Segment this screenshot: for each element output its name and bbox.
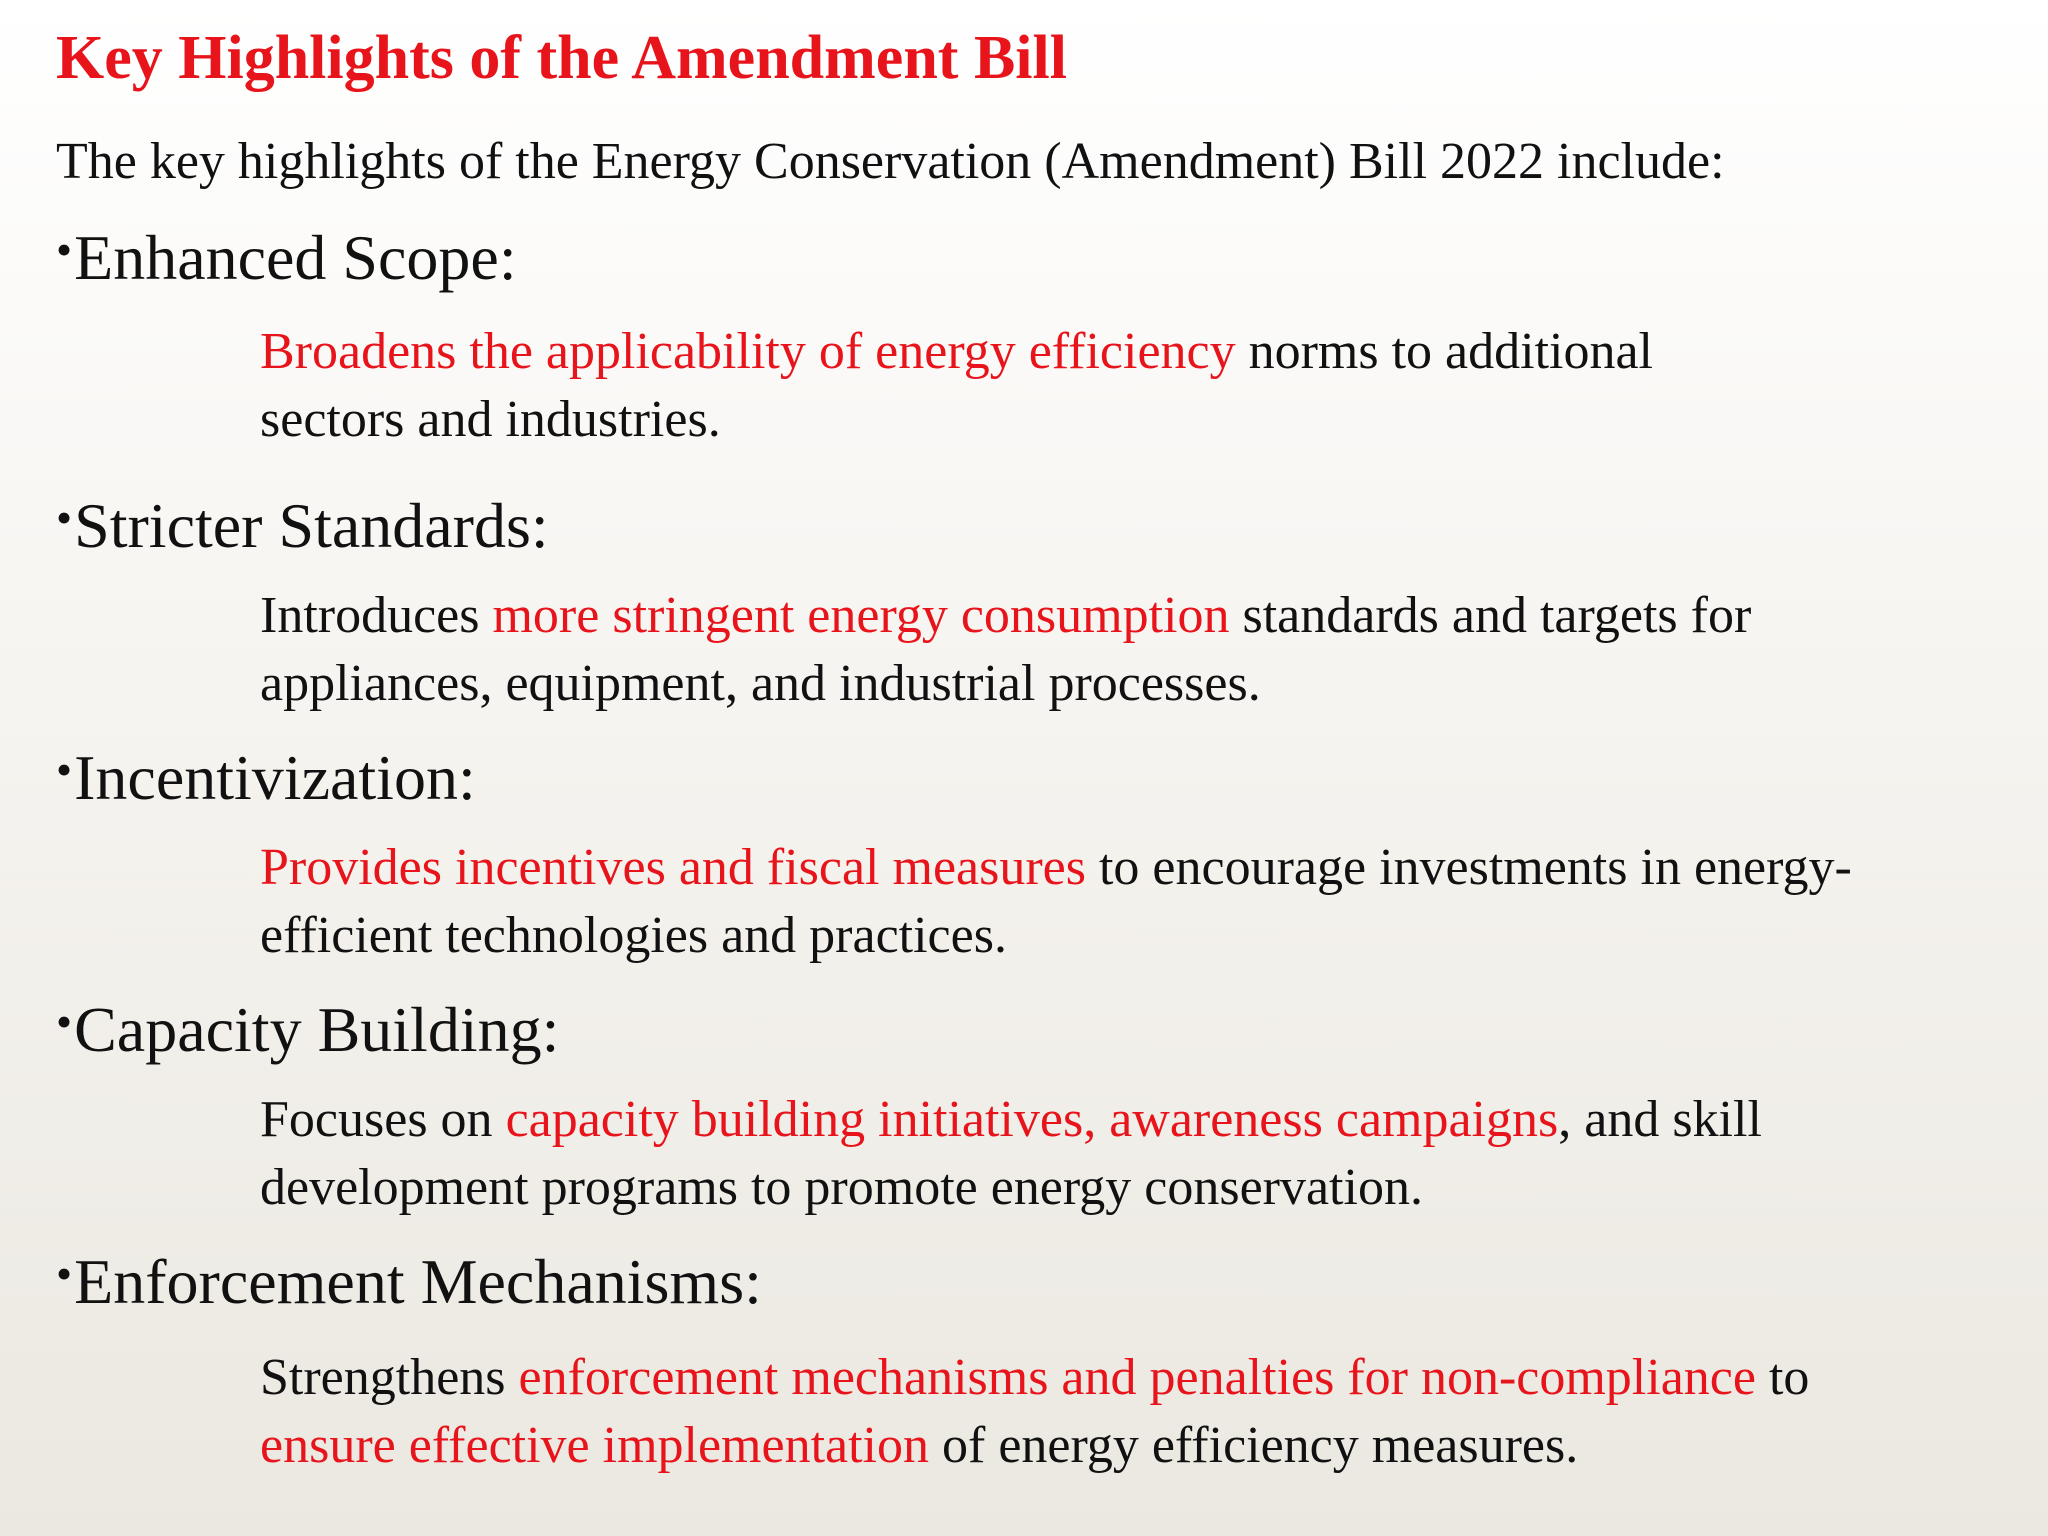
plain-text: appliances, equipment, and industrial processes. xyxy=(260,655,1261,712)
description-line-2 xyxy=(260,902,2020,970)
description-line-2 xyxy=(260,386,2020,454)
description-line-1 xyxy=(260,1344,2020,1412)
plain-text: to encourage investments in energy- xyxy=(1085,839,1852,896)
highlight-text: capacity building initiatives, awareness campaigns xyxy=(505,1091,1559,1148)
highlight-text: Provides incentives and fiscal measures xyxy=(260,839,1086,896)
heading-label: Stricter Standards: xyxy=(74,490,549,561)
bullet-description-capacity-building xyxy=(260,1086,2020,1222)
bullet-description-stricter-standards xyxy=(260,582,2020,718)
bullet-description-incentivization xyxy=(260,834,2020,970)
bullet-description-enforcement-mechanisms xyxy=(260,1344,2020,1480)
heading-label: Capacity Building: xyxy=(74,994,560,1065)
description-line-1 xyxy=(260,318,2020,386)
plain-text: Focuses on xyxy=(260,1091,506,1148)
heading-label: Enhanced Scope: xyxy=(74,222,517,293)
bullet-icon: • xyxy=(56,1248,73,1299)
description-line-1 xyxy=(260,1086,2020,1154)
plain-text: of energy efficiency measures. xyxy=(929,1417,1579,1474)
bullet-icon: • xyxy=(56,492,73,543)
plain-text: norms to additional xyxy=(1235,323,1654,380)
highlight-text: enforcement mechanisms and penalties for non-compliance xyxy=(518,1349,1756,1406)
bullet-description-enhanced-scope xyxy=(260,318,2020,454)
description-line-1 xyxy=(260,834,2020,902)
plain-text: development programs to promote energy conservation. xyxy=(260,1159,1423,1216)
bullet-heading-enhanced-scope xyxy=(56,220,517,296)
intro-text: The key highlights of the Energy Conservation (Amendment) Bill 2022 include: xyxy=(56,133,1725,190)
plain-text: Strengthens xyxy=(260,1349,519,1406)
bullet-icon: • xyxy=(56,996,73,1047)
plain-text: efficient technologies and practices. xyxy=(260,907,1007,964)
slide-title: Key Highlights of the Amendment Bill xyxy=(56,24,1067,92)
bullet-heading-enforcement-mechanisms xyxy=(56,1244,762,1320)
bullet-icon: • xyxy=(56,224,73,275)
plain-text: sectors and industries. xyxy=(260,391,721,448)
plain-text: Introduces xyxy=(260,587,493,644)
highlight-text: ensure effective implementation xyxy=(260,1417,929,1474)
description-line-2 xyxy=(260,650,2020,718)
bullet-heading-capacity-building xyxy=(56,992,559,1068)
bullet-icon: • xyxy=(56,744,73,795)
plain-text: to xyxy=(1755,1349,1810,1406)
description-line-2 xyxy=(260,1412,2020,1480)
bullet-heading-stricter-standards xyxy=(56,488,549,564)
highlight-text: Broadens the applicability of energy efficiency xyxy=(260,323,1236,380)
plain-text: , and skill xyxy=(1558,1091,1762,1148)
plain-text: standards and targets for xyxy=(1229,587,1752,644)
description-line-2 xyxy=(260,1154,2020,1222)
description-line-1 xyxy=(260,582,2020,650)
bullet-heading-incentivization xyxy=(56,740,476,816)
highlight-text: more stringent energy consumption xyxy=(492,587,1230,644)
heading-label: Incentivization: xyxy=(74,742,476,813)
heading-label: Enforcement Mechanisms: xyxy=(74,1246,762,1317)
